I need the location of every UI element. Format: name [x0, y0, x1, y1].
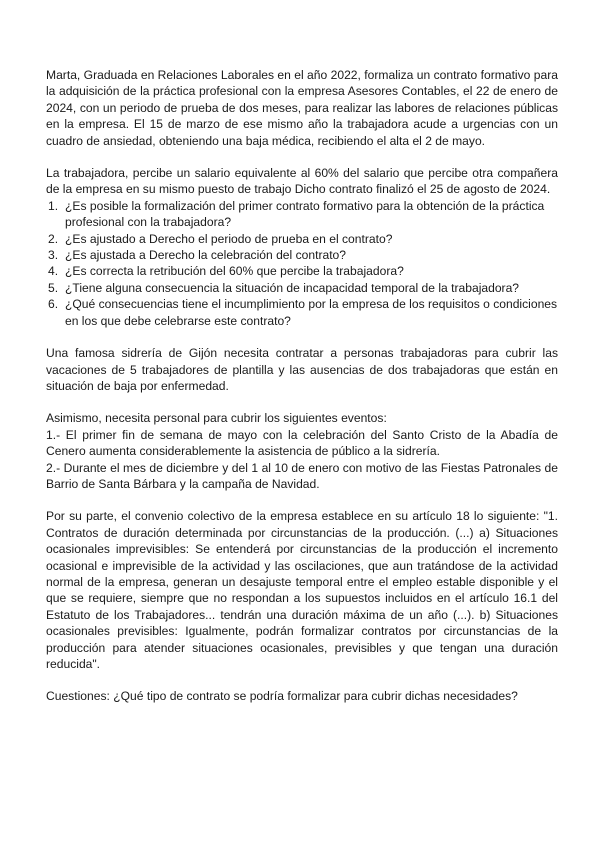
case2-convenio-paragraph: Por su parte, el convenio colectivo de la empresa establece en su artículo 18 lo siguiente: "1. Contratos de duración determinada por circunstancias de la producción. (...) a) Situaciones ocasionales imprevisibles: Se entenderá por circunstancias de la producción el incremento ocasional e imprevisible de la actividad y las oscilaciones, que aun tratándose de la actividad normal de la empresa, generan un desajuste temporal entre el empleo estable disponible y el que se requiere, siempre que no respondan a los supuestos incluidos en el artículo 16.1 del Estatuto de los Trabajadores... tendrán una duración máxima de un año (...). b) Situaciones ocasionales previsibles: Igualmente, podrán formalizar contratos por circunstancias de la producción para atender situaciones ocasionales, previsibles y que tengan una duración reducida".: [46, 509, 558, 671]
question-number: 2.: [48, 231, 59, 246]
list-item: [46, 263, 558, 279]
question-number: 6.: [48, 297, 59, 312]
document-page: [46, 67, 558, 721]
question-text: ¿Tiene alguna consecuencia la situación de incapacidad temporal de la trabajadora?: [65, 280, 520, 295]
question-text: ¿Es ajustada a Derecho la celebración del contrato?: [65, 248, 347, 263]
question-number: 1.: [48, 198, 59, 213]
list-item: [46, 280, 558, 296]
question-number: 5.: [48, 280, 59, 295]
question-text: ¿Es ajustado a Derecho el periodo de prueba en el contrato?: [65, 231, 393, 246]
case2-event-1: 1.- El primer fin de semana de mayo con la celebración del Santo Cristo de la Abadía de Cenero aumenta considerablemente la asistencia de público a la sidrería.: [46, 427, 558, 459]
list-item: [46, 296, 558, 329]
case2-event-2: 2.- Durante el mes de diciembre y del 1 al 10 de enero con motivo de las Fiestas Patronales de Barrio de Santa Bárbara y la campaña de Navidad.: [46, 460, 558, 491]
list-item: [46, 198, 558, 231]
case1-paragraph-2: La trabajadora, percibe un salario equivalente al 60% del salario que percibe otra compañera de la empresa en su mismo puesto de trabajo Dicho contrato finalizó el 25 de agosto de 2024.: [46, 166, 558, 197]
case2-paragraph-1: Una famosa sidrería de Gijón necesita contratar a personas trabajadoras para cubrir las vacaciones de 5 trabajadores de plantilla y las ausencias de dos trabajadoras que están en situación de baja por enfermedad.: [46, 346, 558, 393]
question-number: 4.: [48, 264, 59, 279]
case1-question-list: [46, 198, 558, 329]
list-item: [46, 231, 558, 247]
question-text: ¿Es posible la formalización del primer contrato formativo para la obtención de la práctica profesional con la trabajadora?: [65, 198, 545, 230]
case2-events-block: [46, 410, 558, 492]
question-number: 3.: [48, 248, 59, 263]
case1-paragraph-1: Marta, Graduada en Relaciones Laborales en el año 2022, formaliza un contrato formativo para la adquisición de la práctica profesional con la empresa Asesores Contables, el 22 de enero de 2024, con un periodo de prueba de dos meses, para realizar las labores de relaciones públicas en la empresa. El 15 de marzo de ese mismo año la trabajadora acude a urgencias con un cuadro de ansiedad, obteniendo una baja médica, recibiendo el alta el 2 de mayo.: [46, 68, 558, 148]
question-text: ¿Es correcta la retribución del 60% que percibe la trabajadora?: [65, 264, 404, 279]
case2-events-intro: Asimismo, necesita personal para cubrir los siguientes eventos:: [46, 411, 387, 426]
question-text: ¿Qué consecuencias tiene el incumplimiento por la empresa de los requisitos o condiciones en los que debe celebrarse este contrato?: [65, 297, 558, 328]
list-item: [46, 247, 558, 263]
case2-cuestiones: Cuestiones: ¿Qué tipo de contrato se podría formalizar para cubrir dichas necesidades?: [46, 689, 518, 704]
